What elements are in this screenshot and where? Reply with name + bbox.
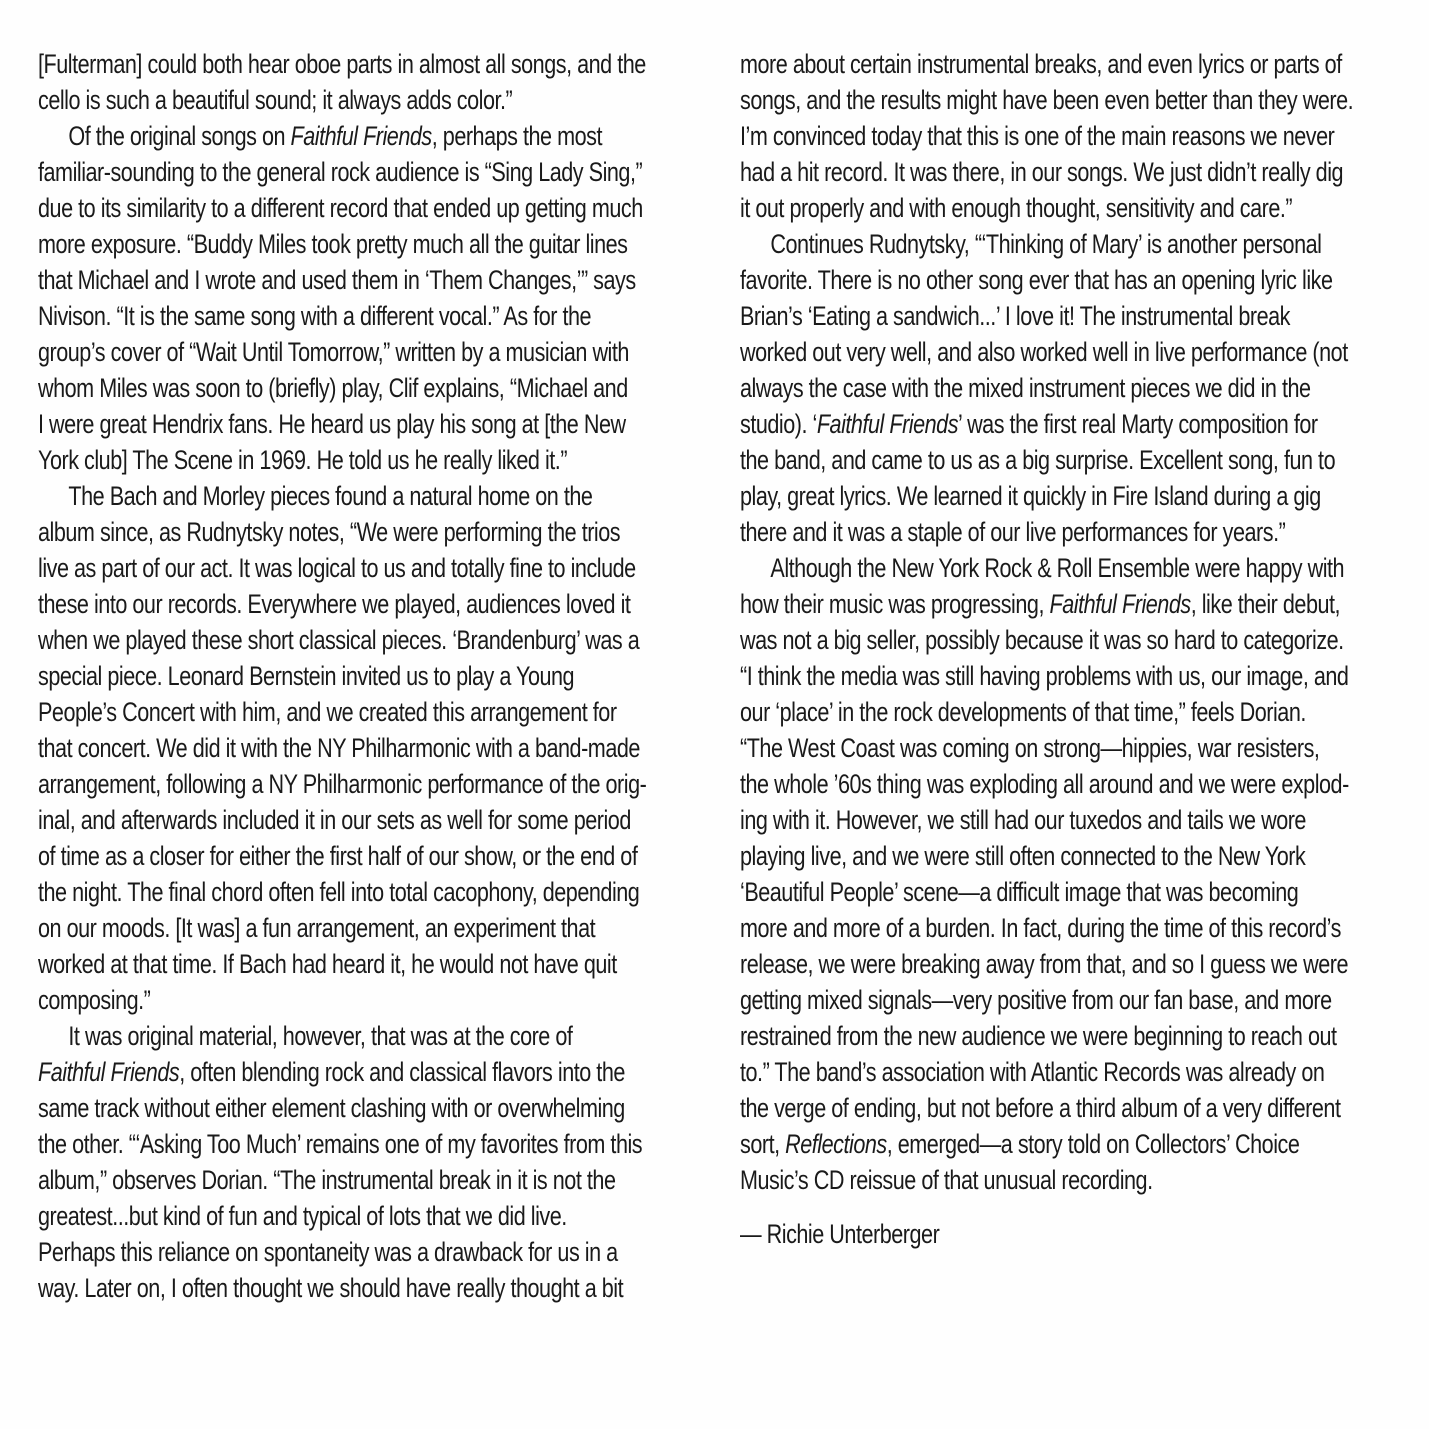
right_column-line: getting mixed signals—very positive from our fan base, and more	[740, 985, 1332, 1015]
left_column-line: I were great Hendrix fans. He heard us play his song at [the New	[38, 409, 626, 439]
left_column-line: these into our records. Everywhere we played, audiences loved it	[38, 589, 631, 619]
right_column-line: the verge of ending, but not before a third album of a very different	[740, 1093, 1341, 1123]
left_column-line: The Bach and Morley pieces found a natural home on the	[68, 481, 593, 511]
left_column-line: worked at that time. If Bach had heard it, he would not have quit	[38, 949, 617, 979]
right-text-column	[740, 46, 1396, 1252]
left-text-column	[38, 46, 694, 1306]
right_column-line: play, great lyrics. We learned it quickly in Fire Island during a gig	[740, 481, 1321, 511]
right_column-line: our ‘place’ in the rock developments of that time,” feels Dorian.	[740, 697, 1306, 727]
right_column-line: songs, and the results might have been even better than they were.	[740, 85, 1354, 115]
left_column-line: album since, as Rudnytsky notes, “We were performing the trios	[38, 517, 621, 547]
left_column-line: that Michael and I wrote and used them in ‘Them Changes,’” says	[38, 265, 636, 295]
left_column-line: inal, and afterwards included it in our sets as well for some period	[38, 805, 631, 835]
left_column-line: composing.”	[38, 985, 151, 1015]
right_column-line: restrained from the new audience we were beginning to reach out	[740, 1021, 1337, 1051]
left_column-line: cello is such a beautiful sound; it always adds color.”	[38, 85, 513, 115]
right_column-line: studio). ‘Faithful Friends’ was the first real Marty composition for	[740, 409, 1318, 439]
right_column-line: ‘Beautiful People’ scene—a difficult image that was becoming	[740, 877, 1299, 907]
right_column-line: to.” The band’s association with Atlantic Records was already on	[740, 1057, 1325, 1087]
left_column-line: Nivison. “It is the same song with a different vocal.” As for the	[38, 301, 592, 331]
left_column-line: Perhaps this reliance on spontaneity was a drawback for us in a	[38, 1237, 618, 1267]
left_column-line: album,” observes Dorian. “The instrumental break in it is not the	[38, 1165, 616, 1195]
left_column-line: It was original material, however, that was at the core of	[68, 1021, 573, 1051]
left_column-line: the other. “‘Asking Too Much’ remains one of my favorites from this	[38, 1129, 643, 1159]
right_column-line: release, we were breaking away from that, and so I guess we were	[740, 949, 1348, 979]
right_column-line: “The West Coast was coming on strong—hippies, war resisters,	[740, 733, 1320, 763]
left_column-line: arrangement, following a NY Philharmonic performance of the orig-	[38, 769, 647, 799]
right_column-line: Continues Rudnytsky, “‘Thinking of Mary’ is another personal	[770, 229, 1322, 259]
right_column-line: more and more of a burden. In fact, during the time of this record’s	[740, 913, 1341, 943]
right_column-line: Music’s CD reissue of that unusual recording.	[740, 1165, 1153, 1195]
right_column-line: favorite. There is no other song ever that has an opening lyric like	[740, 265, 1333, 295]
left_column-line: York club] The Scene in 1969. He told us he really liked it.”	[38, 445, 568, 475]
right_column-line: sort, Reflections, emerged—a story told on Collectors’ Choice	[740, 1129, 1300, 1159]
author-signature: — Richie Unterberger	[740, 1219, 940, 1249]
right_column-line: more about certain instrumental breaks, and even lyrics or parts of	[740, 49, 1342, 79]
left_column-line: Of the original songs on Faithful Friends, perhaps the most	[68, 121, 602, 151]
left_column-line: familiar-sounding to the general rock audience is “Sing Lady Sing,”	[38, 157, 643, 187]
right_column-line: playing live, and we were still often connected to the New York	[740, 841, 1306, 871]
left_column-line: of time as a closer for either the first half of our show, or the end of	[38, 841, 638, 871]
left_column-line: the night. The final chord often fell into total cacophony, depending	[38, 877, 640, 907]
right_column-line: always the case with the mixed instrument pieces we did in the	[740, 373, 1311, 403]
right_column-line: the whole ’60s thing was exploding all around and we were explod-	[740, 769, 1349, 799]
right_column-line: it out properly and with enough thought, sensitivity and care.”	[740, 193, 1293, 223]
right_column-line: how their music was progressing, Faithful Friends, like their debut,	[740, 589, 1341, 619]
right_column-line: Although the New York Rock & Roll Ensemble were happy with	[770, 553, 1345, 583]
right_column-line: Brian’s ‘Eating a sandwich...’ I love it! The instrumental break	[740, 301, 1290, 331]
left_column-line: group’s cover of “Wait Until Tomorrow,” written by a musician with	[38, 337, 629, 367]
left_column-line: when we played these short classical pieces. ‘Brandenburg’ was a	[38, 625, 640, 655]
left_column-line: same track without either element clashing with or overwhelming	[38, 1093, 625, 1123]
left_column-line: more exposure. “Buddy Miles took pretty much all the guitar lines	[38, 229, 628, 259]
left_column-line: People’s Concert with him, and we created this arrangement for	[38, 697, 617, 727]
left_column-line: way. Later on, I often thought we should have really thought a bit	[38, 1273, 624, 1303]
right_column-line: had a hit record. It was there, in our songs. We just didn’t really dig	[740, 157, 1344, 187]
left_column-line: Faithful Friends, often blending rock and classical flavors into the	[38, 1057, 625, 1087]
left_column-line: whom Miles was soon to (briefly) play, Clif explains, “Michael and	[38, 373, 628, 403]
left_column-line: greatest...but kind of fun and typical of lots that we did live.	[38, 1201, 567, 1231]
left_column-line: on our moods. [It was] a fun arrangement, an experiment that	[38, 913, 596, 943]
left_column-line: live as part of our act. It was logical to us and totally fine to include	[38, 553, 636, 583]
left_column-line: special piece. Leonard Bernstein invited us to play a Young	[38, 661, 575, 691]
right_column-line: “I think the media was still having problems with us, our image, and	[740, 661, 1349, 691]
right_column-line: worked out very well, and also worked well in live performance (not	[740, 337, 1348, 367]
right_column-line: ing with it. However, we still had our tuxedos and tails we wore	[740, 805, 1306, 835]
left_column-line: that concert. We did it with the NY Philharmonic with a band-made	[38, 733, 640, 763]
left_column-line: [Fulterman] could both hear oboe parts in almost all songs, and the	[38, 49, 646, 79]
right_column-line: I’m convinced today that this is one of the main reasons we never	[740, 121, 1335, 151]
right_column-line: the band, and came to us as a big surprise. Excellent song, fun to	[740, 445, 1336, 475]
right_column-line: was not a big seller, possibly because it was so hard to categorize.	[740, 625, 1344, 655]
left_column-line: due to its similarity to a different record that ended up getting much	[38, 193, 643, 223]
right_column-line: there and it was a staple of our live performances for years.”	[740, 517, 1286, 547]
